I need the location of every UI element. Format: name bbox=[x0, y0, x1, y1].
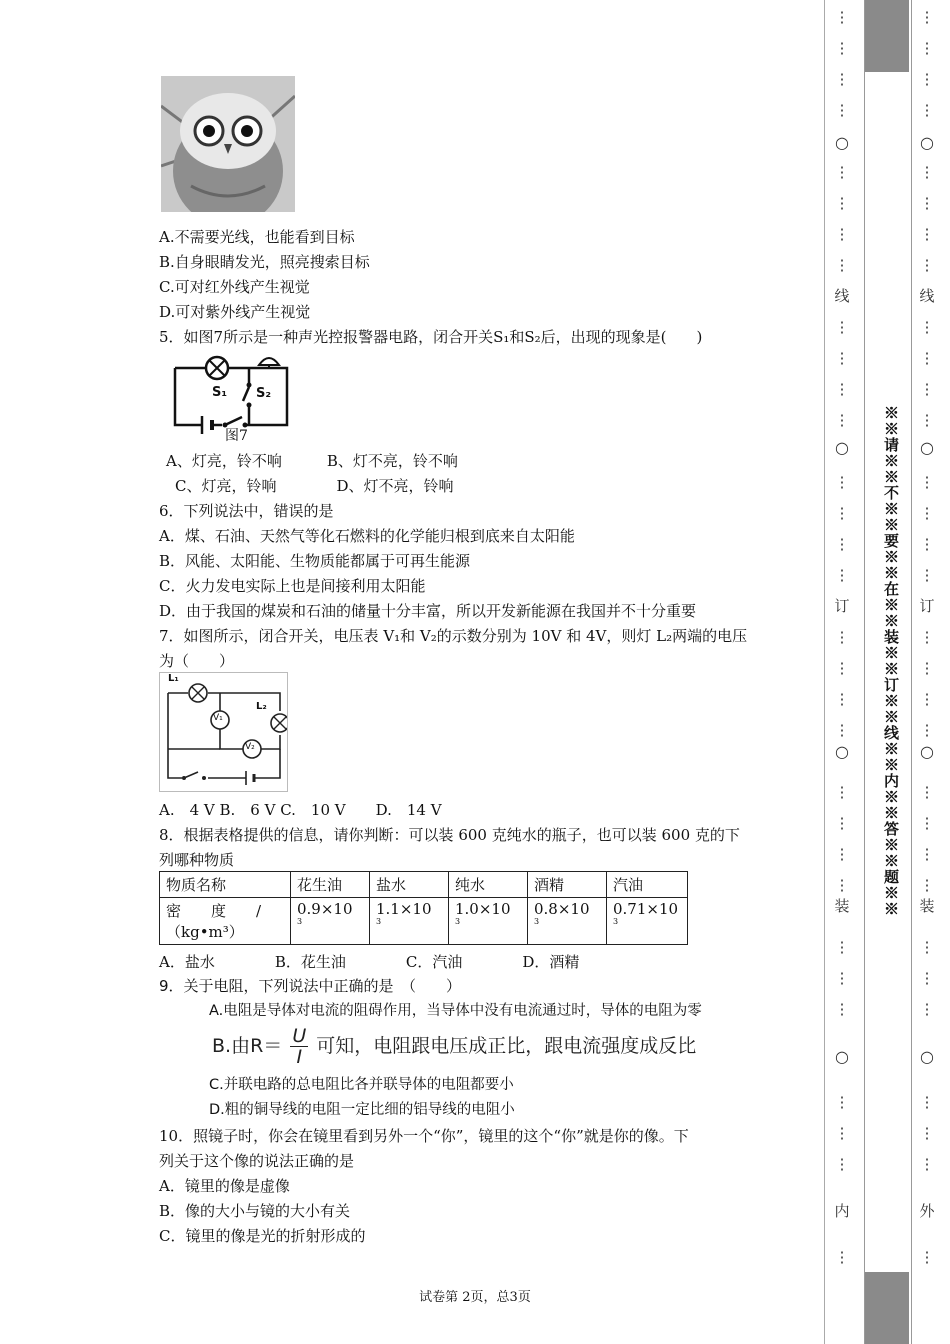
density-cell bbox=[607, 898, 688, 945]
seal-dots: ⋮ bbox=[834, 783, 850, 801]
q4-option-a: A.不需要光线，也能看到目标 bbox=[159, 228, 355, 246]
seal-circle: ○ bbox=[920, 438, 934, 457]
density-cell bbox=[528, 898, 607, 945]
seal-dots: ⋮ bbox=[834, 969, 850, 987]
seal-dots: ⋮ bbox=[834, 70, 850, 88]
seal-dots: ⋮ bbox=[834, 318, 850, 336]
table-header-cell: 纯水 bbox=[449, 872, 528, 898]
seal-dots: ⋮ bbox=[919, 225, 935, 243]
q9-option-b-prefix: B.由R＝ bbox=[212, 1035, 283, 1057]
seal-dots: ⋮ bbox=[919, 566, 935, 584]
owl-photo bbox=[161, 76, 295, 212]
voltmeter-v1-label: V₁ bbox=[213, 713, 223, 723]
density-label-line1: 密 度 / bbox=[166, 902, 262, 920]
seal-dots: ⋮ bbox=[834, 256, 850, 274]
density-exponent: 3 bbox=[297, 917, 303, 926]
q9-stem: 9．关于电阻，下列说法中正确的是 （ ） bbox=[159, 977, 462, 995]
fraction-numerator: U bbox=[292, 1025, 307, 1047]
seal-dots: ⋮ bbox=[919, 318, 935, 336]
density-cell bbox=[449, 898, 528, 945]
density-value: 1.1×10 bbox=[376, 900, 432, 918]
density-cell bbox=[370, 898, 449, 945]
fraction bbox=[290, 1026, 308, 1067]
q7-stem-line2: 为（ ） bbox=[159, 652, 235, 670]
q5-options-ab: A、灯亮，铃不响 B、灯不亮，铃不响 bbox=[166, 452, 458, 470]
seal-dots: ⋮ bbox=[834, 659, 850, 677]
seal-dots: ⋮ bbox=[834, 473, 850, 491]
seal-dots: ⋮ bbox=[919, 659, 935, 677]
margin-gray-block-top bbox=[865, 0, 909, 72]
seal-dots: ⋮ bbox=[919, 473, 935, 491]
seal-dots: ⋮ bbox=[919, 380, 935, 398]
lamp-l1-label: L₁ bbox=[168, 673, 179, 684]
seal-dots: ⋮ bbox=[834, 814, 850, 832]
seal-dots: ⋮ bbox=[834, 504, 850, 522]
q7-options: A. 4 V B. 6 V C. 10 V D. 14 V bbox=[159, 801, 442, 819]
seal-char: 订 bbox=[919, 597, 935, 615]
seal-dots: ⋮ bbox=[834, 1155, 850, 1173]
seal-dots: ⋮ bbox=[834, 101, 850, 119]
density-table bbox=[159, 871, 688, 945]
q4-option-b: B.自身眼睛发光，照亮搜索目标 bbox=[159, 253, 370, 271]
seal-dots: ⋮ bbox=[919, 969, 935, 987]
seal-dots: ⋮ bbox=[919, 1248, 935, 1266]
q6-option-a: A．煤、石油、天然气等化石燃料的化学能归根到底来自太阳能 bbox=[159, 527, 575, 545]
seal-circle: ○ bbox=[835, 133, 849, 152]
seal-dots: ⋮ bbox=[834, 1093, 850, 1111]
seal-dots: ⋮ bbox=[919, 1155, 935, 1173]
table-row bbox=[160, 898, 688, 945]
fraction-denominator: I bbox=[296, 1046, 303, 1068]
seal-circle: ○ bbox=[920, 1047, 934, 1066]
density-value: 0.71×10 bbox=[613, 900, 679, 918]
q9-option-b bbox=[212, 1026, 696, 1067]
seal-char: 线 bbox=[919, 287, 935, 305]
table-header-cell: 物质名称 bbox=[160, 872, 291, 898]
seal-dots: ⋮ bbox=[834, 628, 850, 646]
seal-dots: ⋮ bbox=[919, 349, 935, 367]
seal-dots: ⋮ bbox=[919, 845, 935, 863]
q6-option-d: D．由于我国的煤炭和石油的储量十分丰富，所以开发新能源在我国并不十分重要 bbox=[159, 602, 697, 620]
table-header-cell: 酒精 bbox=[528, 872, 607, 898]
density-exponent: 3 bbox=[455, 917, 461, 926]
q5-options-cd: C、灯亮，铃响 D、灯不亮，铃响 bbox=[175, 477, 454, 495]
density-exponent: 3 bbox=[376, 917, 382, 926]
seal-circle: ○ bbox=[920, 742, 934, 761]
seal-dots: ⋮ bbox=[919, 938, 935, 956]
q10-option-b: B．像的大小与镜的大小有关 bbox=[159, 1202, 351, 1220]
density-value: 0.9×10 bbox=[297, 900, 353, 918]
seal-char: 装 bbox=[919, 897, 935, 915]
seal-dots: ⋮ bbox=[834, 566, 850, 584]
seal-circle: ○ bbox=[920, 133, 934, 152]
q9-option-b-suffix: 可知，电阻跟电压成正比，跟电流强度成反比 bbox=[316, 1035, 697, 1057]
seal-dots: ⋮ bbox=[919, 194, 935, 212]
seal-dots: ⋮ bbox=[834, 690, 850, 708]
seal-dots: ⋮ bbox=[834, 39, 850, 57]
q8-options: A．盐水 B．花生油 C．汽油 D．酒精 bbox=[159, 953, 580, 971]
seal-dots: ⋮ bbox=[919, 1093, 935, 1111]
margin-warning-note: ※※请※※不※※要※※在※※装※※订※※线※※内※※答※※题※※ bbox=[882, 405, 900, 917]
density-value: 0.8×10 bbox=[534, 900, 590, 918]
q5-stem: 5．如图7所示是一种声光控报警器电路，闭合开关S₁和S₂后，出现的现象是( ) bbox=[159, 328, 703, 346]
seal-dots: ⋮ bbox=[919, 1124, 935, 1142]
seal-dots: ⋮ bbox=[834, 163, 850, 181]
q9-option-a: A.电阻是导体对电流的阻碍作用，当导体中没有电流通过时，导体的电阻为零 bbox=[209, 1003, 702, 1019]
switch-s1-label: S₁ bbox=[212, 385, 228, 400]
page-footer: 试卷第 2页，总3页 bbox=[419, 1290, 531, 1305]
q6-option-b: B．风能、太阳能、生物质能都属于可再生能源 bbox=[159, 552, 471, 570]
q4-option-d: D.可对紫外线产生视觉 bbox=[159, 303, 311, 321]
q8-stem-line2: 列哪种物质 bbox=[159, 851, 235, 869]
table-header-cell: 盐水 bbox=[370, 872, 449, 898]
q10-stem-line1: 10．照镜子时，你会在镜里看到另外一个“你”，镜里的这个“你”就是你的像。下 bbox=[159, 1127, 689, 1145]
seal-circle: ○ bbox=[835, 742, 849, 761]
seal-dots: ⋮ bbox=[919, 628, 935, 646]
seal-dots: ⋮ bbox=[919, 411, 935, 429]
seal-dots: ⋮ bbox=[919, 101, 935, 119]
margin-gray-block-bottom bbox=[865, 1272, 909, 1344]
seal-circle: ○ bbox=[835, 438, 849, 457]
density-exponent: 3 bbox=[613, 917, 619, 926]
q9-option-c: C.并联电路的总电阻比各并联导体的电阻都要小 bbox=[209, 1077, 514, 1093]
density-label-line2: （kg•m³） bbox=[166, 923, 244, 941]
seal-dots: ⋮ bbox=[834, 938, 850, 956]
seal-dots: ⋮ bbox=[834, 1248, 850, 1266]
q10-option-a: A．镜里的像是虚像 bbox=[159, 1177, 290, 1195]
seal-dots: ⋮ bbox=[834, 845, 850, 863]
seal-char: 装 bbox=[834, 897, 850, 915]
seal-dots: ⋮ bbox=[834, 225, 850, 243]
seal-dots: ⋮ bbox=[834, 1124, 850, 1142]
seal-dots: ⋮ bbox=[834, 1000, 850, 1018]
q7-stem-line1: 7．如图所示，闭合开关，电压表 V₁和 V₂的示数分别为 10V 和 4V，则灯 L₂两端的电压 bbox=[159, 627, 748, 645]
seal-dots: ⋮ bbox=[919, 39, 935, 57]
seal-dots: ⋮ bbox=[834, 349, 850, 367]
seal-dots: ⋮ bbox=[919, 163, 935, 181]
margin-border-line bbox=[824, 0, 825, 1344]
seal-dots: ⋮ bbox=[919, 783, 935, 801]
table-header-cell: 汽油 bbox=[607, 872, 688, 898]
seal-dots: ⋮ bbox=[919, 690, 935, 708]
seal-char: 外 bbox=[919, 1202, 935, 1220]
density-value: 1.0×10 bbox=[455, 900, 511, 918]
density-exponent: 3 bbox=[534, 917, 540, 926]
q10-stem-line2: 列关于这个像的说法正确的是 bbox=[159, 1152, 355, 1170]
seal-char: 线 bbox=[834, 287, 850, 305]
q10-option-c: C．镜里的像是光的折射形成的 bbox=[159, 1227, 366, 1245]
seal-dots: ⋮ bbox=[919, 1000, 935, 1018]
switch-s2-label: S₂ bbox=[256, 386, 272, 401]
seal-dots: ⋮ bbox=[834, 721, 850, 739]
seal-char: 内 bbox=[834, 1202, 850, 1220]
seal-char: 订 bbox=[834, 597, 850, 615]
seal-dots: ⋮ bbox=[919, 256, 935, 274]
density-cell bbox=[291, 898, 370, 945]
density-label-cell bbox=[160, 898, 291, 945]
circuit-figure-q7 bbox=[159, 672, 288, 792]
seal-dots: ⋮ bbox=[919, 814, 935, 832]
circuit-figure-7 bbox=[167, 353, 297, 448]
table-header-row bbox=[160, 872, 688, 898]
seal-dots: ⋮ bbox=[919, 876, 935, 894]
q9-option-d: D.粗的铜导线的电阻一定比细的铝导线的电阻小 bbox=[209, 1102, 515, 1118]
table-header-cell: 花生油 bbox=[291, 872, 370, 898]
seal-dots: ⋮ bbox=[834, 380, 850, 398]
seal-circle: ○ bbox=[835, 1047, 849, 1066]
seal-dots: ⋮ bbox=[834, 876, 850, 894]
figure-label: 图7 bbox=[225, 428, 248, 444]
seal-dots: ⋮ bbox=[919, 8, 935, 26]
seal-dots: ⋮ bbox=[834, 8, 850, 26]
seal-dots: ⋮ bbox=[834, 194, 850, 212]
seal-dots: ⋮ bbox=[919, 70, 935, 88]
q6-option-c: C．火力发电实际上也是间接利用太阳能 bbox=[159, 577, 426, 595]
seal-dots: ⋮ bbox=[919, 504, 935, 522]
seal-dots: ⋮ bbox=[834, 535, 850, 553]
seal-dots: ⋮ bbox=[919, 535, 935, 553]
q4-option-c: C.可对红外线产生视觉 bbox=[159, 278, 310, 296]
seal-dots: ⋮ bbox=[834, 411, 850, 429]
lamp-l2-label: L₂ bbox=[256, 701, 267, 712]
q6-stem: 6．下列说法中，错误的是 bbox=[159, 502, 334, 520]
seal-dots: ⋮ bbox=[919, 721, 935, 739]
voltmeter-v2-label: V₂ bbox=[245, 742, 255, 752]
q8-stem-line1: 8．根据表格提供的信息，请你判断：可以装 600 克纯水的瓶子，也可以装 600 克的下 bbox=[159, 826, 740, 844]
